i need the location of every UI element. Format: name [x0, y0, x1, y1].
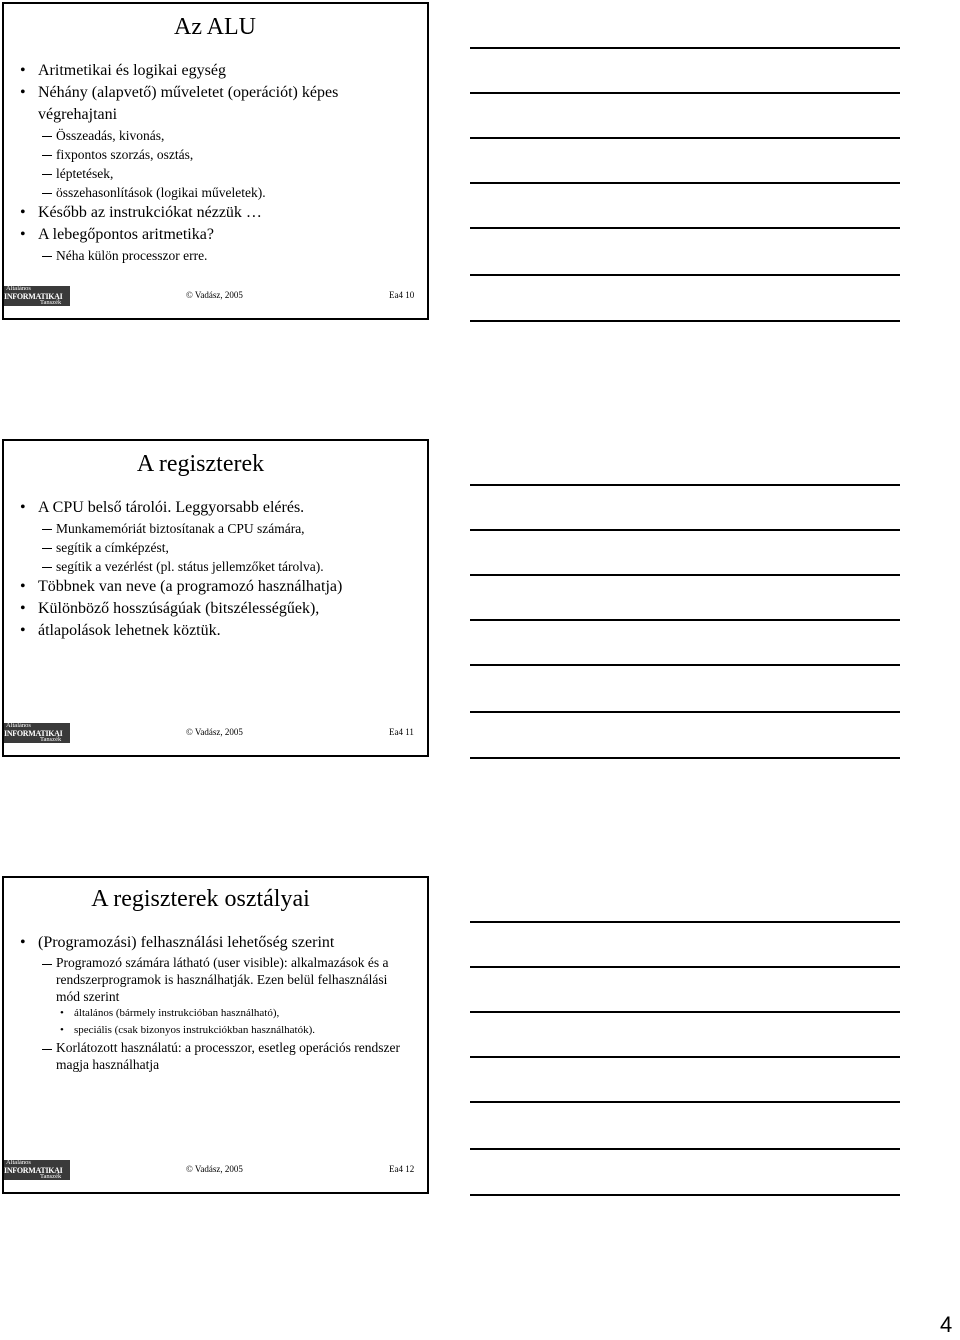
logo-line: Általános	[6, 723, 31, 729]
note-line	[470, 1101, 900, 1103]
note-line	[470, 227, 900, 229]
copyright-text: © Vadász, 2005	[186, 727, 243, 737]
note-line	[470, 484, 900, 486]
note-line	[470, 1148, 900, 1150]
sub-bullet-item: Programozó számára látható (user visible): alkalmazások és a rendszerprogramok is használhatják. Ezen belül felhasználási mód szerint	[18, 954, 417, 1005]
logo-line: INFORMATIKAI	[4, 1165, 63, 1175]
sub-sub-bullet-item: • speciális (csak bizonyos instrukciókban használhatók).	[18, 1022, 417, 1039]
slide-1	[2, 2, 429, 320]
page-number: 4	[940, 1312, 953, 1337]
bullet-item: • átlapolások lehetnek köztük.	[18, 620, 417, 642]
slide-content	[18, 932, 417, 1073]
sub-bullet-item: összehasonlítások (logikai műveletek).	[18, 183, 417, 202]
note-line	[470, 47, 900, 49]
bullet-item: • A lebegőpontos aritmetika?	[18, 224, 417, 246]
department-logo	[4, 723, 70, 743]
note-line	[470, 137, 900, 139]
note-line	[470, 619, 900, 621]
logo-line: Tanszék	[40, 735, 62, 743]
note-line	[470, 921, 900, 923]
note-line	[470, 320, 900, 322]
note-line	[470, 966, 900, 968]
slide-footer	[4, 282, 427, 306]
copyright-text: © Vadász, 2005	[186, 1164, 243, 1174]
bullet-item: • Aritmetikai és logikai egység	[18, 60, 417, 82]
logo-line: INFORMATIKAI	[4, 728, 63, 738]
note-line	[470, 274, 900, 276]
logo-line: Általános	[6, 286, 31, 292]
sub-bullet-item: Munkamemóriát biztosítanak a CPU számára,	[18, 519, 417, 538]
slide-2	[2, 439, 429, 757]
note-line	[470, 757, 900, 759]
slide-content	[18, 497, 417, 642]
slide-title: A regiszterek	[136, 451, 265, 477]
note-line	[470, 182, 900, 184]
bullet-item: • (Programozási) felhasználási lehetőség szerint	[18, 932, 417, 954]
note-line	[470, 1056, 900, 1058]
slide-3	[2, 876, 429, 1194]
logo-line: Tanszék	[40, 298, 62, 306]
sub-bullet-item: fixpontos szorzás, osztás,	[18, 145, 417, 164]
bullet-item: • Később az instrukciókat nézzük …	[18, 202, 417, 224]
note-line	[470, 711, 900, 713]
sub-bullet-item: léptetések,	[18, 164, 417, 183]
note-line	[470, 92, 900, 94]
sub-bullet-item: segítik a címképzést,	[18, 538, 417, 557]
bullet-item: • Többnek van neve (a programozó használhatja)	[18, 576, 417, 598]
slide-number: Ea4 12	[389, 1164, 415, 1174]
slide-footer	[4, 1156, 427, 1180]
bullet-item: • Néhány (alapvető) műveletet (operációt) képes végrehajtani	[18, 82, 417, 126]
department-logo	[4, 286, 70, 306]
slide-number: Ea4 10	[389, 290, 415, 300]
note-line	[470, 664, 900, 666]
logo-line: Tanszék	[40, 1172, 62, 1180]
logo-line: INFORMATIKAI	[4, 291, 63, 301]
sub-sub-bullet-item: • általános (bármely instrukcióban használható),	[18, 1005, 417, 1022]
note-line	[470, 1194, 900, 1196]
department-logo	[4, 1160, 70, 1180]
sub-bullet-item: segítik a vezérlést (pl. státus jellemzőket tárolva).	[18, 557, 417, 576]
sub-bullet-item: Korlátozott használatú: a processzor, esetleg operációs rendszer magja használhatja	[18, 1039, 417, 1073]
note-line	[470, 1011, 900, 1013]
slide-content	[18, 60, 417, 265]
copyright-text: © Vadász, 2005	[186, 290, 243, 300]
bullet-item: • Különböző hosszúságúak (bitszélességűek),	[18, 598, 417, 620]
slide-footer	[4, 719, 427, 743]
note-line	[470, 574, 900, 576]
slide-title: Az ALU	[174, 14, 256, 40]
slide-title: A regiszterek osztályai	[91, 886, 310, 912]
sub-bullet-item: Összeadás, kivonás,	[18, 126, 417, 145]
note-line	[470, 529, 900, 531]
slide-number: Ea4 11	[389, 727, 414, 737]
logo-line: Általános	[6, 1160, 31, 1166]
bullet-item: • A CPU belső tárolói. Leggyorsabb elérés.	[18, 497, 417, 519]
sub-bullet-item: Néha külön processzor erre.	[18, 246, 417, 265]
